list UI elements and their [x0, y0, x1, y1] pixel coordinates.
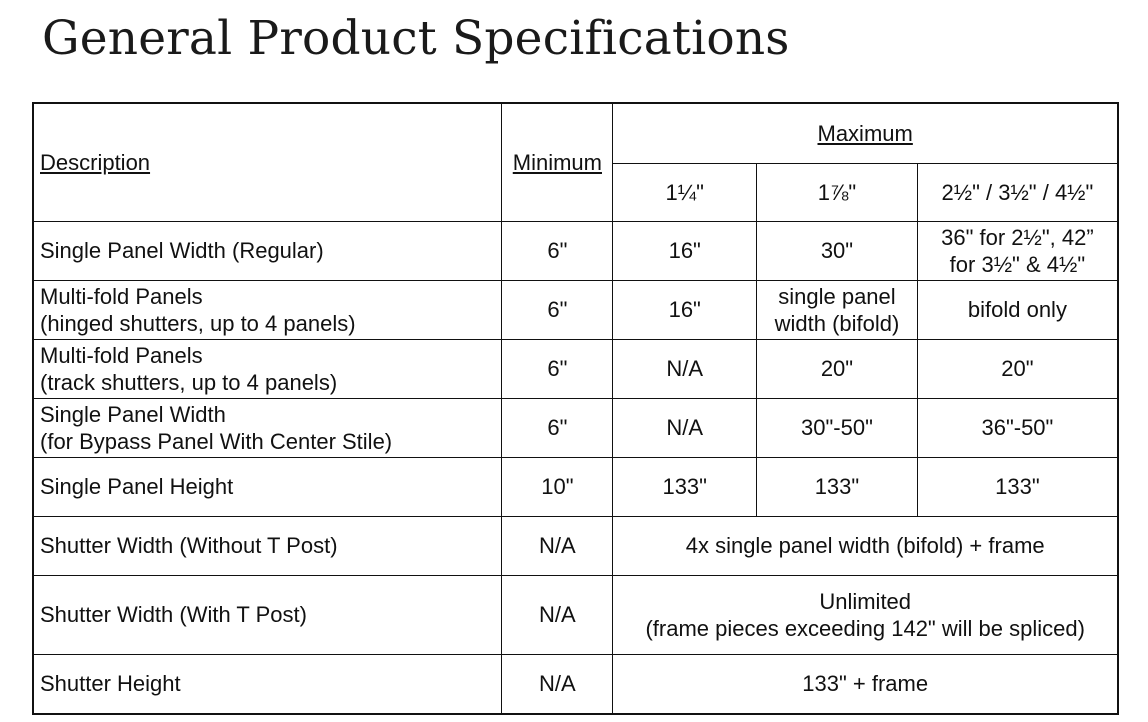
- row-minimum: N/A: [502, 516, 613, 575]
- page-title: General Product Specifications: [42, 11, 790, 66]
- header-size-3: 2½" / 3½" / 4½": [917, 163, 1118, 221]
- table-row: [33, 457, 1118, 516]
- row-max-c: 36" for 2½", 42” for 3½" & 4½": [917, 221, 1118, 280]
- specifications-table: [32, 102, 1119, 715]
- row-max-a: 133": [613, 457, 757, 516]
- row-max-a: 16": [613, 280, 757, 339]
- header-minimum-label: Minimum: [512, 149, 602, 175]
- row-description: Multi-fold Panels (track shutters, up to 4 panels): [33, 339, 502, 398]
- row-max-a: N/A: [613, 339, 757, 398]
- row-max-c: 20": [917, 339, 1118, 398]
- row-description: Multi-fold Panels (hinged shutters, up to 4 panels): [33, 280, 502, 339]
- header-minimum: [502, 103, 613, 221]
- header-size-2: 1⅞": [757, 163, 918, 221]
- header-maximum: [613, 103, 1118, 163]
- row-description: Single Panel Height: [33, 457, 502, 516]
- row-minimum: 6": [502, 221, 613, 280]
- row-minimum: 6": [502, 280, 613, 339]
- table-row: [33, 280, 1118, 339]
- row-description: Single Panel Width (for Bypass Panel With Center Stile): [33, 398, 502, 457]
- table-row: [33, 339, 1118, 398]
- row-minimum: 10": [502, 457, 613, 516]
- header-description-label: Description: [40, 149, 151, 175]
- row-minimum: 6": [502, 339, 613, 398]
- row-max-c: bifold only: [917, 280, 1118, 339]
- row-max-b: 30": [757, 221, 918, 280]
- table-row: [33, 654, 1118, 714]
- row-max-b: 30"-50": [757, 398, 918, 457]
- row-max-a: 16": [613, 221, 757, 280]
- row-max-b: single panel width (bifold): [757, 280, 918, 339]
- row-description: Single Panel Width (Regular): [33, 221, 502, 280]
- header-maximum-label: Maximum: [817, 120, 913, 146]
- row-max-span: Unlimited (frame pieces exceeding 142" will be spliced): [613, 575, 1118, 654]
- header-description: [33, 103, 502, 221]
- row-minimum: N/A: [502, 575, 613, 654]
- row-max-c: 36"-50": [917, 398, 1118, 457]
- row-max-b: 20": [757, 339, 918, 398]
- row-description: Shutter Width (Without T Post): [33, 516, 502, 575]
- row-description: Shutter Width (With T Post): [33, 575, 502, 654]
- row-minimum: N/A: [502, 654, 613, 714]
- row-max-span: 4x single panel width (bifold) + frame: [613, 516, 1118, 575]
- row-max-span: 133" + frame: [613, 654, 1118, 714]
- row-max-c: 133": [917, 457, 1118, 516]
- row-description: Shutter Height: [33, 654, 502, 714]
- table-row: [33, 221, 1118, 280]
- header-size-1: 1¼": [613, 163, 757, 221]
- table-row: [33, 516, 1118, 575]
- table-row: [33, 575, 1118, 654]
- row-minimum: 6": [502, 398, 613, 457]
- row-max-b: 133": [757, 457, 918, 516]
- row-max-a: N/A: [613, 398, 757, 457]
- table-row: [33, 398, 1118, 457]
